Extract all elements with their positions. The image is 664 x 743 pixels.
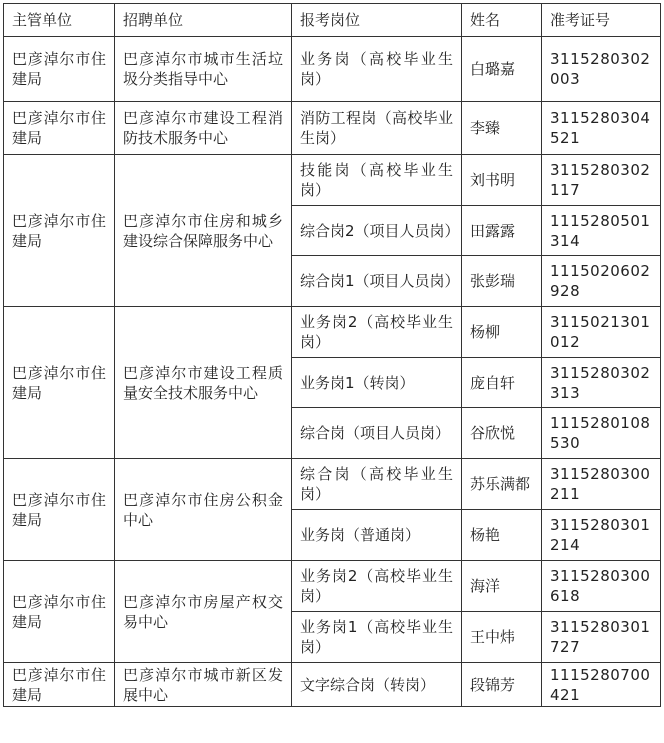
cell-position: 消防工程岗（高校毕业生岗） [292, 102, 462, 155]
cell-exam-id: 3115280302313 [542, 358, 661, 408]
cell-position: 业务岗2（高校毕业生岗） [292, 561, 462, 612]
cell-position: 业务岗2（高校毕业生岗） [292, 307, 462, 358]
cell-position: 业务岗（普通岗） [292, 510, 462, 561]
cell-exam-id: 3115021301012 [542, 307, 661, 358]
cell-position: 业务岗1（高校毕业生岗） [292, 612, 462, 663]
cell-unit: 巴彦淖尔市住房公积金中心 [115, 459, 292, 561]
cell-exam-id: 3115280304521 [542, 102, 661, 155]
cell-name: 田露露 [462, 206, 542, 256]
cell-supervisor: 巴彦淖尔市住建局 [4, 663, 115, 707]
cell-name: 谷欣悦 [462, 408, 542, 459]
header-exam-id: 准考证号 [542, 4, 661, 37]
cell-exam-id: 3115280300618 [542, 561, 661, 612]
cell-position: 业务岗1（转岗） [292, 358, 462, 408]
cell-position: 综合岗2（项目人员岗） [292, 206, 462, 256]
cell-exam-id: 3115280302117 [542, 155, 661, 206]
table-body [4, 37, 661, 707]
table-row [4, 307, 661, 358]
cell-name: 李臻 [462, 102, 542, 155]
cell-exam-id: 1115280501314 [542, 206, 661, 256]
table-header [4, 4, 661, 37]
table-row [4, 561, 661, 612]
cell-unit: 巴彦淖尔市建设工程质量安全技术服务中心 [115, 307, 292, 459]
table-row [4, 102, 661, 155]
cell-exam-id: 1115280108530 [542, 408, 661, 459]
cell-position: 综合岗（项目人员岗） [292, 408, 462, 459]
cell-supervisor: 巴彦淖尔市住建局 [4, 37, 115, 102]
cell-supervisor: 巴彦淖尔市住建局 [4, 459, 115, 561]
cell-unit: 巴彦淖尔市房屋产权交易中心 [115, 561, 292, 663]
header-row [4, 4, 661, 37]
table-row [4, 155, 661, 206]
cell-unit: 巴彦淖尔市城市生活垃圾分类指导中心 [115, 37, 292, 102]
cell-name: 杨艳 [462, 510, 542, 561]
cell-name: 杨柳 [462, 307, 542, 358]
header-unit: 招聘单位 [115, 4, 292, 37]
cell-position: 综合岗（高校毕业生岗） [292, 459, 462, 510]
cell-unit: 巴彦淖尔市城市新区发展中心 [115, 663, 292, 707]
table-row [4, 459, 661, 510]
cell-position: 技能岗（高校毕业生岗） [292, 155, 462, 206]
cell-position: 业务岗（高校毕业生岗） [292, 37, 462, 102]
cell-name: 刘书明 [462, 155, 542, 206]
cell-name: 庞自轩 [462, 358, 542, 408]
table-row [4, 663, 661, 707]
cell-exam-id: 3115280300211 [542, 459, 661, 510]
cell-exam-id: 1115280700421 [542, 663, 661, 707]
cell-name: 海洋 [462, 561, 542, 612]
cell-supervisor: 巴彦淖尔市住建局 [4, 155, 115, 307]
cell-name: 王中炜 [462, 612, 542, 663]
header-name: 姓名 [462, 4, 542, 37]
cell-exam-id: 1115020602928 [542, 256, 661, 307]
cell-supervisor: 巴彦淖尔市住建局 [4, 102, 115, 155]
cell-name: 苏乐满都 [462, 459, 542, 510]
header-supervisor: 主管单位 [4, 4, 115, 37]
table-row [4, 37, 661, 102]
cell-exam-id: 3115280302003 [542, 37, 661, 102]
cell-unit: 巴彦淖尔市建设工程消防技术服务中心 [115, 102, 292, 155]
cell-unit: 巴彦淖尔市住房和城乡建设综合保障服务中心 [115, 155, 292, 307]
cell-supervisor: 巴彦淖尔市住建局 [4, 307, 115, 459]
cell-name: 白璐嘉 [462, 37, 542, 102]
cell-exam-id: 3115280301727 [542, 612, 661, 663]
cell-exam-id: 3115280301214 [542, 510, 661, 561]
cell-supervisor: 巴彦淖尔市住建局 [4, 561, 115, 663]
header-position: 报考岗位 [292, 4, 462, 37]
cell-position: 文字综合岗（转岗） [292, 663, 462, 707]
cell-name: 张彭瑞 [462, 256, 542, 307]
recruitment-table [3, 3, 661, 707]
cell-name: 段锦芳 [462, 663, 542, 707]
cell-position: 综合岗1（项目人员岗） [292, 256, 462, 307]
